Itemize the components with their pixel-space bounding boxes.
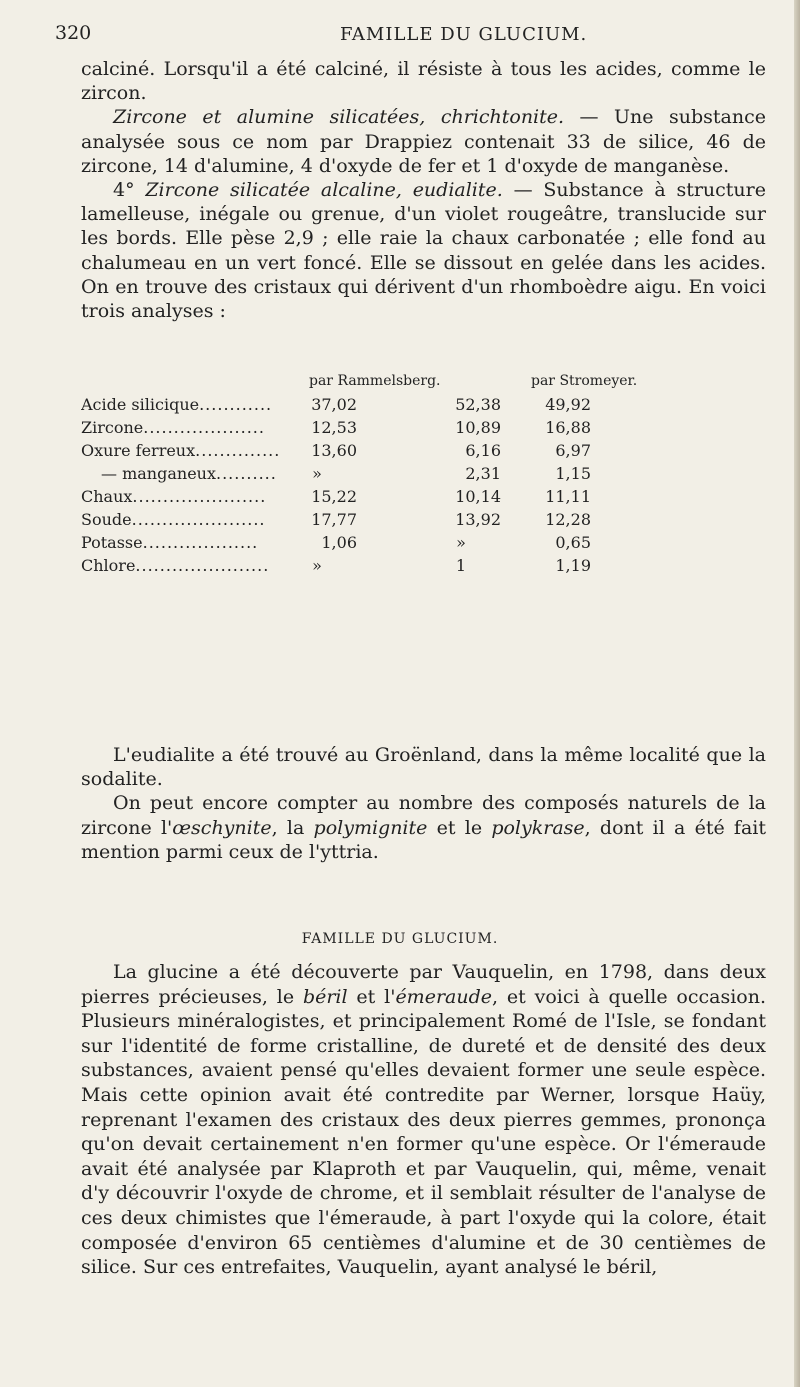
leader-dots: .................... [143,418,265,437]
leader-dots: ............ [199,395,273,414]
running-header [0,22,800,52]
paragraph: calciné. Lorsqu'il a été calciné, il résiste à tous les acides, comme le zircon. [81,58,766,105]
value-rammelsberg: 12,53 [311,418,357,437]
value-rammelsberg: 1,06 [321,533,357,552]
paragraph-text: On peut encore compter au nombre des composés naturels de la zircone l' [81,792,766,839]
row-label: Chaux [81,487,133,506]
leader-dots: ................... [142,533,259,552]
text-block-zircone-composes [81,743,766,864]
table-row [81,487,766,510]
value-rammelsberg: 13,60 [311,441,357,460]
text-block-glucine [81,960,766,1280]
row-label: Soude [81,510,132,529]
paragraph: L'eudialite a été trouvé au Groënland, dans la même localité que la sodalite. [81,744,766,791]
column-header-stromeyer: par Stromeyer. [531,373,638,389]
table-row [81,395,766,418]
leader-dots: .............. [195,441,281,460]
text-block-eudialite [81,57,766,323]
value-stromeyer-1: 2,31 [465,464,501,483]
paragraph [81,960,766,1280]
column-header-rammelsberg: par Rammelsberg. [309,373,441,389]
table-row [81,510,766,533]
section-heading: FAMILLE DU GLUCIUM. [301,931,499,947]
value-stromeyer-1: 10,14 [455,487,501,506]
paragraph [81,178,766,323]
value-rammelsberg: 17,77 [311,510,357,529]
paragraph-text: et le [427,816,492,839]
row-label: Potasse [81,533,143,552]
italic-term: œschynite [172,816,272,839]
value-rammelsberg: » [312,556,322,575]
italic-term: polykrase [491,816,585,839]
value-rammelsberg: » [312,464,322,483]
row-label: — manganeux [101,464,216,483]
leader-dots: ...................... [132,487,267,506]
table-row [81,441,766,464]
item-number: 4° [113,179,146,202]
paragraph-text: et l' [347,985,396,1008]
italic-term: Zircone silicatée alcaline, eudialite. [145,179,503,202]
value-stromeyer-1: » [456,533,466,552]
page-edge-shadow [794,0,800,1387]
value-stromeyer-2: 12,28 [545,510,591,529]
table-row [81,533,766,556]
leader-dots: ...................... [135,556,270,575]
row-label: Oxure ferreux [81,441,196,460]
row-label: Zircone [81,418,144,437]
value-stromeyer-2: 1,15 [555,464,591,483]
paragraph [81,105,766,178]
paragraph-text: , la [271,816,314,839]
paragraph-text: — Une substance analysée sous ce nom par Drappiez contenait 33 de silice, 46 de zircone, 14 d'alumine, 4 d'oxyde de fer et 1 d'oxyde de manganèse. [81,106,766,177]
leader-dots: ...................... [131,510,266,529]
table-row [81,464,766,487]
value-stromeyer-1: 6,16 [465,441,501,460]
italic-term: béril [302,985,348,1008]
value-stromeyer-1: 13,92 [455,510,501,529]
value-rammelsberg: 37,02 [311,395,357,414]
value-stromeyer-2: 0,65 [555,533,591,552]
page-number: 320 [55,22,92,44]
table-row [81,556,766,579]
italic-term: Zircone et alumine silicatées, chrichtonite. [113,106,565,129]
value-stromeyer-2: 16,88 [545,418,591,437]
value-stromeyer-2: 49,92 [545,395,591,414]
table-row [81,418,766,441]
leader-dots: .......... [215,464,277,483]
value-stromeyer-1: 52,38 [455,395,501,414]
row-label: Chlore [81,556,136,575]
value-stromeyer-2: 11,11 [545,487,591,506]
italic-term: polymignite [313,816,428,839]
paragraph-text: La glucine a été découverte par Vauquelin, en 1798, dans deux pierres précieuses, le [81,961,766,1008]
value-stromeyer-1: 1 [455,556,467,575]
paragraph-text: — Substance à structure lamelleuse, inégale ou grenue, d'un violet rougeâtre, translucide sur les bords. Elle pèse 2,9 ; elle raie la chaux carbonatée ; elle fond au chalumeau en un vert foncé. Elle se dissout en gelée dans les acides. On en trouve des cristaux qui dérivent d'un rhomboèdre aigu. En voici trois analyses : [81,179,766,323]
paragraph-text: , et voici à quelle occasion. Plusieurs minéralogistes, et principalement Romé de l'Isle, se fondant sur l'identité de forme cristalline, de dureté et de densité des deux substances, avaient pensé qu'elles devaient former une seule espèce. Mais cette opinion avait été contredite par Werner, lorsque Haüy, reprenant l'examen des cristaux des deux pierres gemmes, prononça qu'on devait certainement n'en former qu'une espèce. Or l'émeraude avait été analysée par Klaproth et par Vauquelin, qui, même, venait d'y découvrir l'oxyde de chrome, et il semblait résulter de l'analyse de ces deux chimistes que l'émeraude, à part l'oxyde qui la colore, était composée d'environ 65 centièmes d'alumine et de 30 centièmes de silice. Sur ces entrefaites, Vauquelin, ayant analysé le béril, [81,985,766,1279]
running-title: FAMILLE DU GLUCIUM. [340,24,588,45]
paragraph [81,791,766,864]
value-rammelsberg: 15,22 [311,487,357,506]
paragraph-text: , dont il a été fait mention parmi ceux de l'yttria. [81,816,767,863]
row-label: Acide silicique [81,395,200,414]
italic-term: émeraude [395,985,492,1008]
value-stromeyer-2: 1,19 [555,556,591,575]
value-stromeyer-2: 6,97 [555,441,591,460]
value-stromeyer-1: 10,89 [455,418,501,437]
